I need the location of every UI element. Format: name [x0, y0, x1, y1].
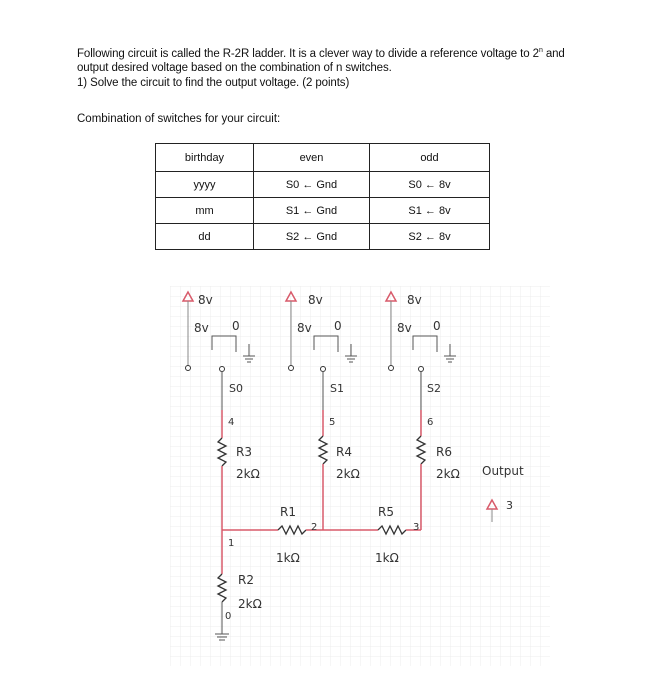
output-node-number: 3 [506, 499, 513, 512]
node-number: 6 [427, 417, 434, 428]
combo-title: Combination of switches for your circuit: [77, 113, 281, 125]
instruction-line-2: output desired voltage based on the combination of n switches. [77, 62, 392, 75]
switch-label: S0 [229, 382, 243, 395]
resistor-name: R3 [236, 445, 252, 459]
table-cell: mm [156, 198, 254, 224]
node-number: 4 [228, 417, 235, 428]
source-label: 8v [407, 293, 422, 307]
source-side-label: 8v [297, 321, 312, 335]
switch-zero-label: 0 [433, 319, 441, 333]
resistor-value: 2kΩ [236, 467, 260, 481]
table-row [156, 224, 490, 250]
node-number: 5 [329, 417, 336, 428]
table-cell: dd [156, 224, 254, 250]
source-side-label: 8v [397, 321, 412, 335]
instruction-line-1: Following circuit is called the R-2R ladder. It is a clever way to divide a reference voltage to 2$^n$ and [77, 47, 565, 60]
table-cell: yyyy [156, 172, 254, 198]
source-label: 8v [198, 293, 213, 307]
table-cell: S0 ← Gnd [254, 172, 370, 198]
node-number: 2 [311, 522, 318, 533]
node-number: 0 [225, 611, 232, 622]
switch-table [155, 143, 490, 250]
instruction-line-3: 1) Solve the circuit to find the output voltage. (2 points) [77, 76, 350, 89]
table-cell: S0 ← 8v [370, 172, 490, 198]
r2r-ladder-circuit [170, 286, 550, 666]
switch-label: S1 [330, 382, 344, 395]
switch-zero-label: 0 [232, 319, 240, 333]
table-cell: S2 ← Gnd [254, 224, 370, 250]
source-label: 8v [308, 293, 323, 307]
resistor-name: R1 [280, 505, 296, 519]
table-cell: S1 ← 8v [370, 198, 490, 224]
table-row [156, 198, 490, 224]
resistor-name: R5 [378, 505, 394, 519]
resistor-value: 2kΩ [436, 467, 460, 481]
header-odd: odd [370, 144, 490, 172]
resistor-name: R2 [238, 573, 254, 587]
table-cell: S1 ← Gnd [254, 198, 370, 224]
output-label: Output [482, 464, 524, 478]
table-cell: S2 ← 8v [370, 224, 490, 250]
source-side-label: 8v [194, 321, 209, 335]
resistor-value: 2kΩ [238, 597, 262, 611]
resistor-name: R6 [436, 445, 452, 459]
header-even: even [254, 144, 370, 172]
resistor-name: R4 [336, 445, 352, 459]
table-row [156, 172, 490, 198]
switch-label: S2 [427, 382, 441, 395]
resistor-value: 2kΩ [336, 467, 360, 481]
table-header-row [156, 144, 490, 172]
header-birthday: birthday [156, 144, 254, 172]
node-number: 1 [228, 538, 235, 549]
resistor-value: 1kΩ [375, 551, 399, 565]
instructions [77, 44, 637, 90]
switch-zero-label: 0 [334, 319, 342, 333]
resistor-value: 1kΩ [276, 551, 300, 565]
node-number: 3 [413, 522, 420, 533]
